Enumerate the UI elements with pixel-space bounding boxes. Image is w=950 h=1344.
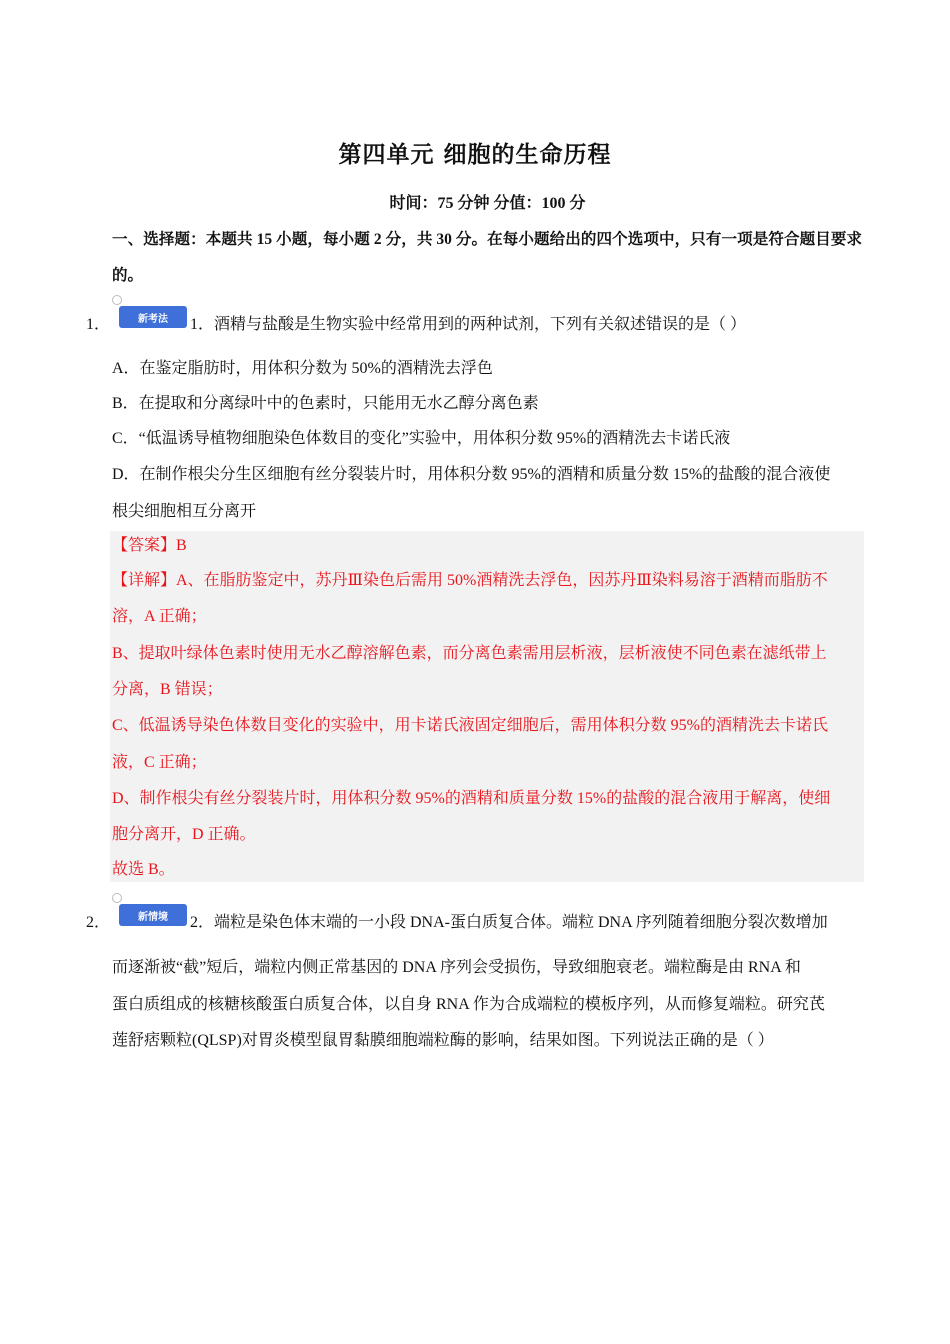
question-1-option-b: B．在提取和分离绿叶中的色素时，只能用无水乙醇分离色素 [112, 395, 539, 412]
page-title: 第四单元 细胞的生命历程 [338, 142, 612, 168]
explanation-line: D、制作根尖有丝分裂装片时，用体积分数 95%的酒精和质量分数 15%的盐酸的混合液用于解离，使细 [112, 790, 831, 807]
question-2-number: 2． [86, 914, 111, 931]
question-1-stem: 1．酒精与盐酸是生物实验中经常用到的两种试剂，下列有关叙述错误的是（ ） [190, 316, 747, 333]
explanation-line: 溶，A 正确； [112, 608, 207, 625]
explanation-conclusion: 故选 B。 [112, 861, 175, 878]
question-1-option-a: A．在鉴定脂肪时，用体积分数为 50%的酒精洗去浮色 [112, 360, 493, 377]
question-2-stem: 2．端粒是染色体末端的一小段 DNA-蛋白质复合体。端粒 DNA 序列随着细胞分裂次数增加 [190, 914, 828, 931]
question-1-option-c: C．“低温诱导植物细胞染色体数目的变化”实验中，用体积分数 95%的酒精洗去卡诺氏液 [112, 430, 731, 447]
badge-marker-icon [112, 893, 122, 903]
question-2-stem-cont: 而逐渐被“截”短后，端粒内侧正常基因的 DNA 序列会受损伤，导致细胞衰老。端粒酶是由 RNA 和 [112, 959, 801, 976]
question-2-stem-cont: 蛋白质组成的核糖核酸蛋白质复合体，以自身 RNA 作为合成端粒的模板序列，从而修复端粒。研究芪 [112, 996, 825, 1013]
explanation-line: C、低温诱导染色体数目变化的实验中，用卡诺氏液固定细胞后，需用体积分数 95%的酒精洗去卡诺氏 [112, 717, 829, 734]
exam-meta: 时间：75 分钟 分值：100 分 [389, 195, 586, 212]
question-1-answer: 【答案】B [112, 537, 187, 554]
explanation-line: 【详解】A、在脂肪鉴定中，苏丹Ⅲ染色后需用 50%酒精洗去浮色，因苏丹Ⅲ染料易溶于酒精而脂肪不 [112, 572, 828, 589]
explanation-line: 液，C 正确； [112, 754, 207, 771]
explanation-line: 分离，B 错误； [112, 681, 223, 698]
section-heading: 一、选择题：本题共 15 小题，每小题 2 分，共 30 分。在每小题给出的四个选项中，只有一项是符合题目要求的。 [112, 231, 862, 284]
question-1-badge: 新考法 [119, 306, 187, 328]
question-1-option-d: D．在制作根尖分生区细胞有丝分裂装片时，用体积分数 95%的酒精和质量分数 15%的盐酸的混合液使 [112, 466, 831, 483]
question-1-option-d-cont: 根尖细胞相互分离开 [112, 503, 257, 520]
question-2-stem-cont: 莲舒痞颗粒(QLSP)对胃炎模型鼠胃黏膜细胞端粒酶的影响，结果如图。下列说法正确的是（ ） [112, 1032, 774, 1049]
explanation-line: 胞分离开，D 正确。 [112, 826, 256, 843]
question-2-badge: 新情境 [119, 904, 187, 926]
explanation-line: B、提取叶绿体色素时使用无水乙醇溶解色素，而分离色素需用层析液，层析液使不同色素在滤纸带上 [112, 645, 827, 662]
question-1-number: 1． [86, 316, 111, 333]
badge-marker-icon [112, 295, 122, 305]
